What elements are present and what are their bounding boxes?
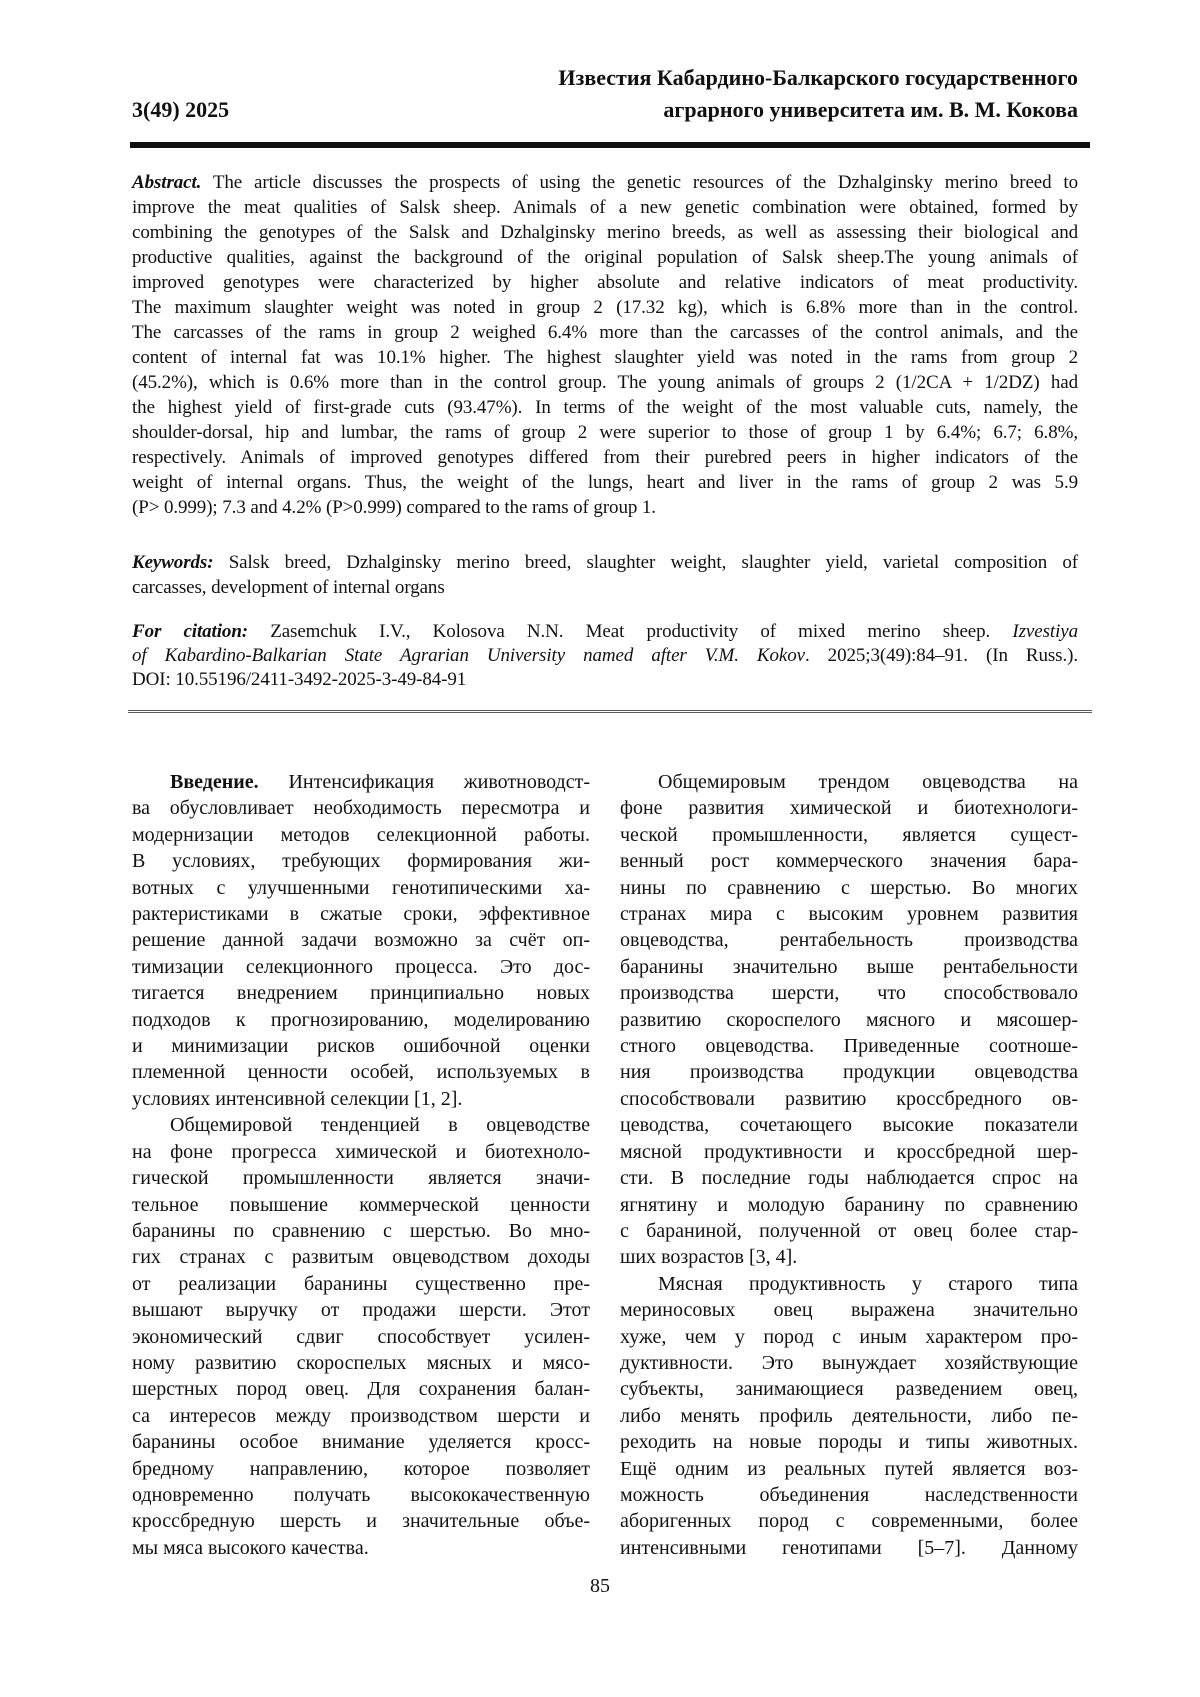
text-line: стного овцеводства. Приведенные соотноше- [620, 1035, 1078, 1058]
text-line: решение данной задачи возможно за счёт оп- [132, 929, 590, 952]
journal-title-line1: Известия Кабардино-Балкарского государственного [558, 65, 1078, 90]
citation-line1 [132, 620, 1078, 644]
keywords-first-line-text: Salsk breed, Dzhalginsky merino breed, slaughter weight, slaughter yield, varietal composition of [228, 552, 1078, 573]
text-line: ния производства продукции овцеводства [620, 1061, 1078, 1084]
text-line: ягнятину и молодую баранину по сравнению [620, 1193, 1078, 1216]
text-line: гих странах с развитым овцеводством доходы [132, 1246, 590, 1269]
keywords-first-line [132, 550, 1078, 575]
text-line: и минимизации рисков ошибочной оценки [132, 1035, 590, 1058]
text-line: хуже, чем у пород с иным характером про- [620, 1325, 1078, 1348]
text-line: баранины особое внимание уделяется кросс- [132, 1431, 590, 1454]
right-paragraph-2-first-line: Мясная продуктивность у старого типа [658, 1272, 1078, 1295]
text-line: подходов к прогнозированию, моделированию [132, 1008, 590, 1031]
left-paragraph-1-lines [132, 795, 590, 1112]
text-line: венный рост коммерческого значения бара- [620, 850, 1078, 873]
text-line: shoulder-dorsal, hip and lumbar, the rams of group 2 were superior to those of group 1 by 6.4%; 6.7; 6.8%, [132, 422, 1078, 443]
text-line: нины по сравнению с шерстью. Во многих [620, 876, 1078, 899]
text-line: шерстных пород овец. Для сохранения балан- [132, 1378, 590, 1401]
text-line: вышают выручку от продажи шерсти. Этот [132, 1299, 590, 1322]
header-rule [130, 142, 1090, 148]
text-line: аборигенных пород с современными, более [620, 1510, 1078, 1533]
article-body [132, 769, 1078, 1561]
text-line: the highest yield of first-grade cuts (93.47%). In terms of the weight of the most valuable cuts, namely, the [132, 397, 1078, 418]
text-line: кроссбредную шерсть и значительные объе- [132, 1510, 590, 1533]
right-paragraph-1-first-line: Общемировым трендом овцеводства на [658, 771, 1078, 793]
text-line: тельное повышение коммерческой ценности [132, 1193, 590, 1216]
citation-section [132, 620, 1078, 692]
text-line: ному развитию скороспелых мясных и мясо- [132, 1351, 590, 1374]
text-line: фоне развития химической и биотехнологи- [620, 797, 1078, 820]
text-line: можность объединения наследственности [620, 1483, 1078, 1506]
text-line: сти. В последние годы наблюдается спрос на [620, 1167, 1078, 1190]
journal-title-line2: аграрного университета им. В. М. Кокова [663, 97, 1078, 122]
issue-number: 3(49) 2025 [132, 97, 230, 122]
section-divider-rule [128, 710, 1092, 713]
abstract-first-line [132, 170, 1078, 195]
text-line: с бараниной, полученной от овец более стар- [620, 1219, 1078, 1242]
text-line: improve the meat qualities of Salsk sheep. Animals of a new genetic combination were obtained, formed by [132, 197, 1078, 218]
keywords-section [132, 550, 1078, 600]
text-line: производства шерсти, что способствовало [620, 982, 1078, 1005]
text-line: рактеристиками в сжатые сроки, эффективное [132, 903, 590, 926]
text-line: племенной ценности особей, используемых в [132, 1061, 590, 1084]
text-line: Ещё одним из реальных путей является воз- [620, 1457, 1078, 1480]
page-number: 85 [590, 1575, 610, 1597]
text-line: от реализации баранины существенно пре- [132, 1272, 590, 1295]
text-line: ва обусловливает необходимость пересмотра и [132, 797, 590, 820]
text-line: respectively. Animals of improved genotypes differed from their purebred peers in higher indicators of the [132, 447, 1078, 468]
citation-line1-text: Zasemchuk I.V., Kolosova N.N. Meat productivity of mixed merino sheep. [270, 621, 991, 642]
citation-line2-italic: of Kabardino-Balkarian State Agrarian University named after V.M. Kokov [132, 645, 805, 666]
text-line: цеводства, сочетающего высокие показатели [620, 1114, 1078, 1137]
abstract-label: Abstract. [132, 172, 202, 193]
keywords-label: Keywords: [132, 552, 214, 573]
text-line: способствовали развитию кроссбредного ов- [620, 1087, 1078, 1110]
journal-header [132, 62, 1078, 126]
text-line: вотных с улучшенными генотипическими ха- [132, 876, 590, 899]
text-line: weight of internal organs. Thus, the weight of the lungs, heart and liver in the rams of group 2 was 5.9 [132, 472, 1078, 493]
text-line: В условиях, требующих формирования жи- [132, 850, 590, 873]
text-line: баранины значительно выше рентабельности [620, 955, 1078, 978]
text-line: content of internal fat was 10.1% higher. The highest slaughter yield was noted in the rams from group 2 [132, 347, 1078, 368]
right-paragraph-2-lines [620, 1297, 1078, 1561]
text-line: бредному направлению, которое позволяет [132, 1457, 590, 1480]
abstract-first-line-text: The article discusses the prospects of using the genetic resources of the Dzhalginsky merino breed to [212, 172, 1079, 193]
text-line: на фоне прогресса химической и биотехноло- [132, 1140, 590, 1163]
text-line: баранины по сравнению с шерстью. Во мно- [132, 1219, 590, 1242]
text-line: дуктивности. Это вынуждает хозяйствующие [620, 1351, 1078, 1374]
text-line: ческой промышленности, является сущест- [620, 823, 1078, 846]
text-line: условиях интенсивной селекции [1, 2]. [132, 1087, 463, 1110]
text-line: субъекты, занимающиеся разведением овец, [620, 1378, 1078, 1401]
text-line: (P> 0.999); 7.3 and 4.2% (P>0.999) compared to the rams of group 1. [132, 497, 656, 518]
text-line: одновременно получать высококачественную [132, 1483, 590, 1506]
introduction-label: Введение. [170, 771, 259, 793]
text-line: productive qualities, against the background of the original population of Salsk sheep.The young animals of [132, 247, 1078, 268]
text-line: тигается внедрением принципиально новых [132, 982, 590, 1005]
text-line: интенсивными генотипами [5–7]. Данному [620, 1536, 1078, 1559]
text-line: гической промышленности является значи- [132, 1167, 590, 1190]
text-line: странах мира с высоким уровнем развития [620, 903, 1078, 926]
text-line: (45.2%), which is 0.6% more than in the control group. The young animals of groups 2 (1/2CA + 1/2DZ) had [132, 372, 1078, 393]
abstract-section [132, 170, 1078, 520]
text-line: экономический сдвиг способствует усилен- [132, 1325, 590, 1348]
text-line: The carcasses of the rams in group 2 weighed 6.4% more than the carcasses of the control animals, and the [132, 322, 1078, 343]
citation-line1-italic: Izvestiya [1012, 621, 1078, 642]
journal-header-row [132, 94, 1078, 126]
text-line: либо менять профиль деятельности, либо пе- [620, 1404, 1078, 1427]
citation-label: For citation: [132, 621, 249, 642]
text-line: мы мяса высокого качества. [132, 1536, 369, 1559]
text-line: мериносовых овец выражена значительно [620, 1299, 1078, 1322]
right-column [620, 769, 1078, 1561]
left-paragraph-2-first-line: Общемировой тенденцией в овцеводстве [170, 1114, 590, 1137]
citation-line2 [132, 644, 1078, 668]
keywords-second-line: carcasses, development of internal organs [132, 577, 445, 598]
left-column [132, 769, 590, 1561]
text-line: развитию скороспелого мясного и мясошер- [620, 1008, 1078, 1031]
text-line: модернизации методов селекционной работы. [132, 823, 590, 846]
text-line: The maximum slaughter weight was noted in group 2 (17.32 kg), which is 6.8% more than in the control. [132, 297, 1078, 318]
text-line: мясной продуктивности и кроссбредной шер- [620, 1140, 1078, 1163]
citation-doi: DOI: 10.55196/2411-3492-2025-3-49-84-91 [132, 669, 467, 690]
introduction-first-line [132, 769, 590, 795]
text-line: improved genotypes were characterized by higher absolute and relative indicators of meat productivity. [132, 272, 1078, 293]
introduction-first-line-text: Интенсификация животноводст- [288, 771, 590, 793]
abstract-lines [132, 195, 1078, 520]
text-line: ших возрастов [3, 4]. [620, 1246, 798, 1269]
right-paragraph-1-lines [620, 795, 1078, 1270]
text-line: combining the genotypes of the Salsk and Dzhalginsky merino breeds, as well as assessing their biological and [132, 222, 1078, 243]
citation-line2-text: . 2025;3(49):84–91. (In Russ.). [804, 645, 1078, 666]
left-paragraph-2-lines [132, 1139, 590, 1562]
text-line: са интересов между производством шерсти и [132, 1404, 590, 1427]
text-line: тимизации селекционного процесса. Это дос- [132, 955, 590, 978]
text-line: овцеводства, рентабельность производства [620, 929, 1078, 952]
text-line: реходить на новые породы и типы животных. [620, 1431, 1078, 1454]
